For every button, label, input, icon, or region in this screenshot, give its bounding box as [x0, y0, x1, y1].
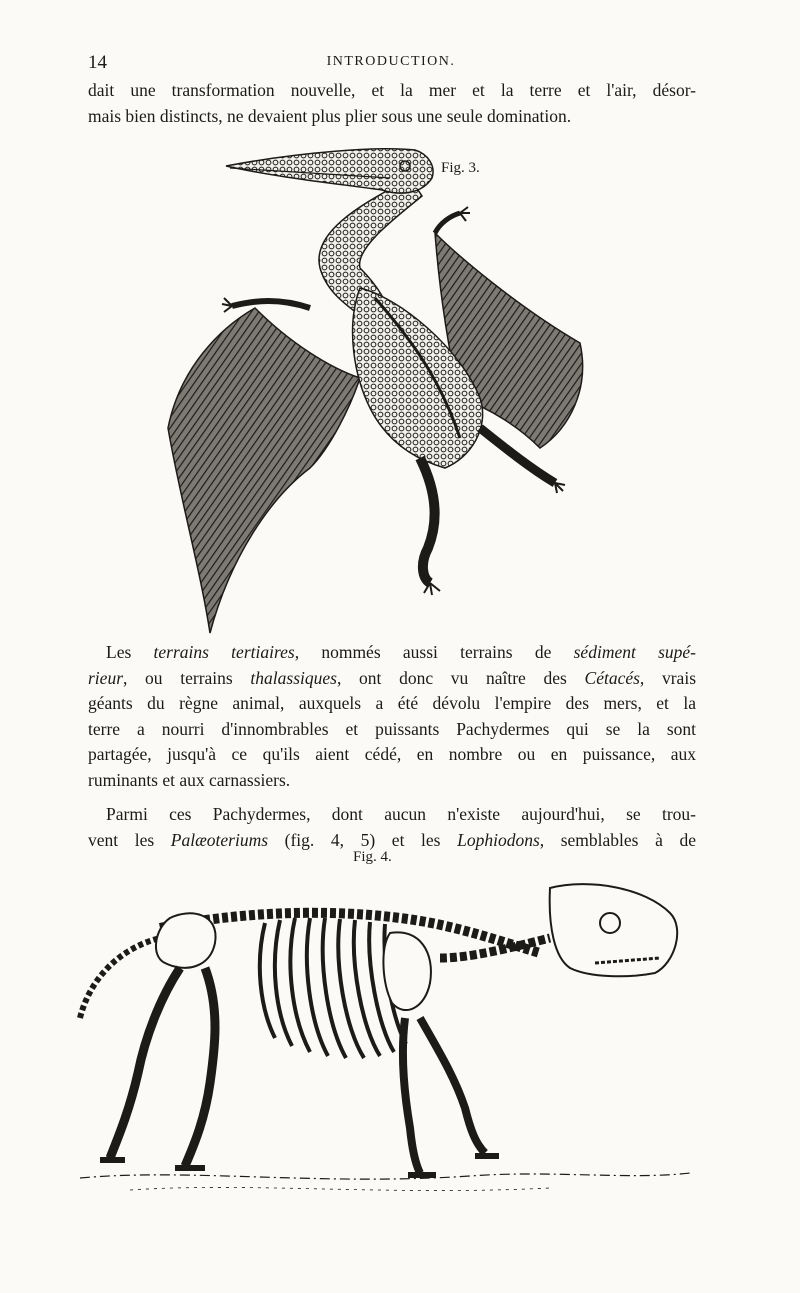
pterodactyl-illustration-icon — [160, 138, 600, 638]
text-line: dait une transformation nouvelle, et la mer et la terre et l'air, désor- — [88, 80, 696, 100]
text-line: Parmi ces Pachydermes, dont aucun n'existe aujourd'hui, se trou- — [106, 804, 696, 824]
text-line: Les terrains tertiaires, nommés aussi terrains de sédiment supé- — [106, 642, 696, 662]
figure-4-caption: Fig. 4. — [353, 849, 392, 865]
text-line: géants du règne animal, auxquels a été dévolu l'empire des mers, et la — [88, 693, 696, 713]
text-line: rieur, ou terrains thalassiques, ont donc vu naître des Cétacés, vrais — [88, 667, 697, 688]
page-number: 14 — [88, 52, 107, 73]
running-head — [88, 52, 694, 74]
running-title: INTRODUCTION. — [326, 54, 456, 69]
paragraph-continued — [88, 78, 696, 129]
text-line: partagée, jusqu'à ce qu'ils aient cédé, en nombre ou en puissance, aux — [88, 744, 696, 764]
palaeotherium-skeleton-illustration-icon — [70, 868, 710, 1208]
text-line: ruminants et aux carnassiers. — [88, 769, 291, 790]
text-line: vent les Palæoteriums (fig. 4, 5) et les Lophiodons, semblables à de — [88, 829, 696, 850]
paragraph-terrains-tertiaires — [88, 640, 696, 853]
figure-3-caption: Fig. 3. — [441, 160, 480, 176]
text-line: mais bien distincts, ne devaient plus plier sous une seule domination. — [88, 105, 572, 126]
text-line: terre a nourri d'innombrables et puissants Pachydermes qui se la sont — [88, 718, 696, 739]
